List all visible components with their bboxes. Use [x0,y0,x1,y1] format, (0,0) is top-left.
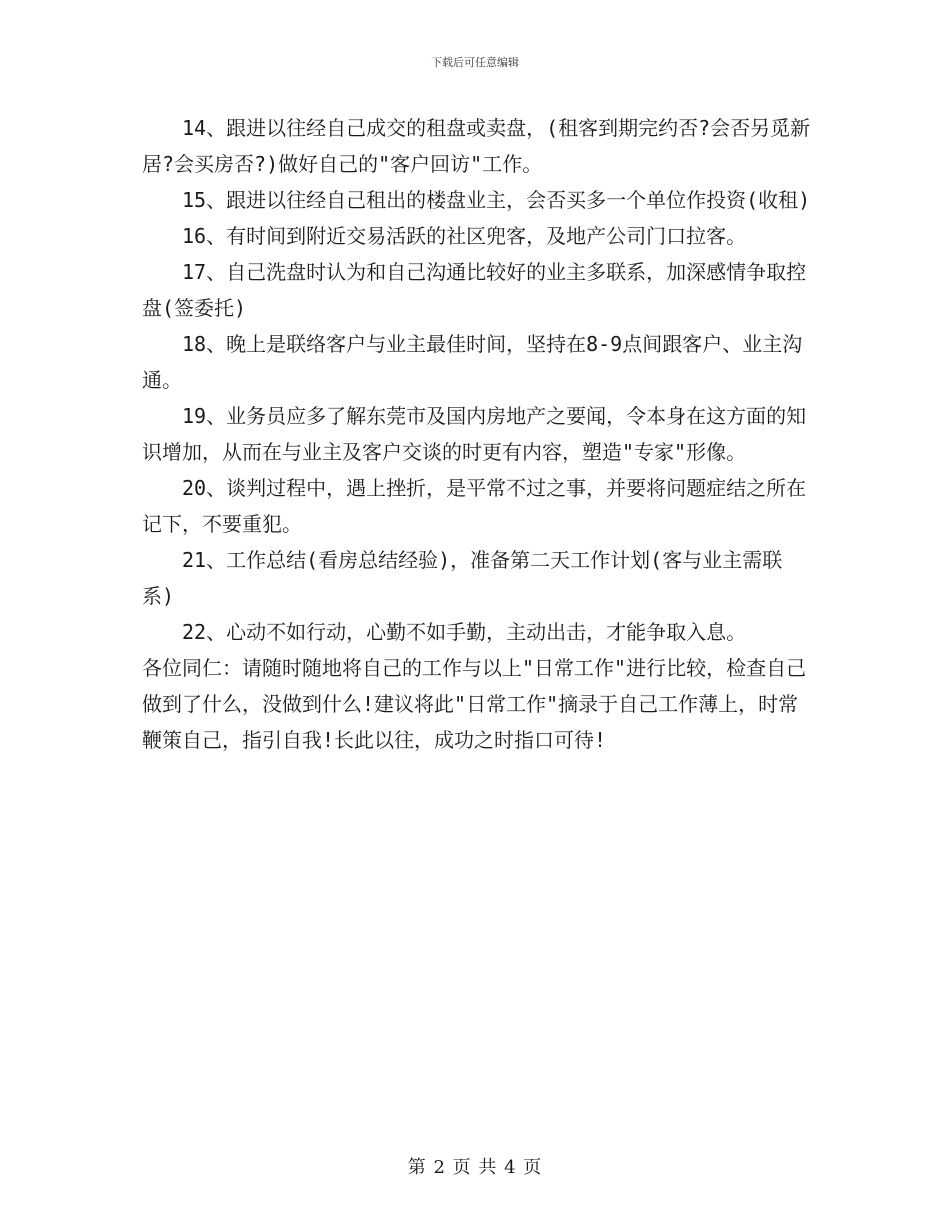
page-header: 下载后可任意编辑 [431,56,519,69]
paragraph-21: 21、工作总结(看房总结经验)，准备第二天工作计划(客与业主需联系) [142,548,783,608]
paragraph-22: 22、心动不如行动，心勤不如手勤，主动出击，才能争取入息。 [182,620,747,644]
paragraph-18: 18、晚上是联络客户与业主最佳时间，坚持在8-9点间跟客户、业主沟通。 [142,332,803,392]
paragraph-20: 20、谈判过程中，遇上挫折，是平常不过之事，并要将问题症结之所在记下，不要重犯。 [142,476,807,536]
closing-paragraph: 各位同仁：请随时随地将自己的工作与以上"日常工作"进行比较，检查自己做到了什么，没做到什么!建议将此"日常工作"摘录于自己工作薄上，时常鞭策自己，指引自我!长此以往，成功之时指口可待! [142,656,807,752]
paragraph-19: 19、业务员应多了解东莞市及国内房地产之要闻，令本身在这方面的知识增加，从而在与业主及客户交谈的时更有内容，塑造"专家"形像。 [142,404,807,464]
document-body [142,110,814,758]
paragraph-15: 15、跟进以往经自己租出的楼盘业主，会否买多一个单位作投资(收租) [182,188,811,212]
paragraph-17: 17、自己洗盘时认为和自己沟通比较好的业主多联系，加深感情争取控盘(签委托) [142,260,807,320]
page-number: 第 2 页 共 4 页 [407,1157,543,1178]
paragraph-14: 14、跟进以往经自己成交的租盘或卖盘，(租客到期完约否?会否另觅新居?会买房否?)做好自己的"客户回访"工作。 [142,116,811,176]
paragraph-16: 16、有时间到附近交易活跃的社区兜客，及地产公司门口拉客。 [182,224,747,248]
